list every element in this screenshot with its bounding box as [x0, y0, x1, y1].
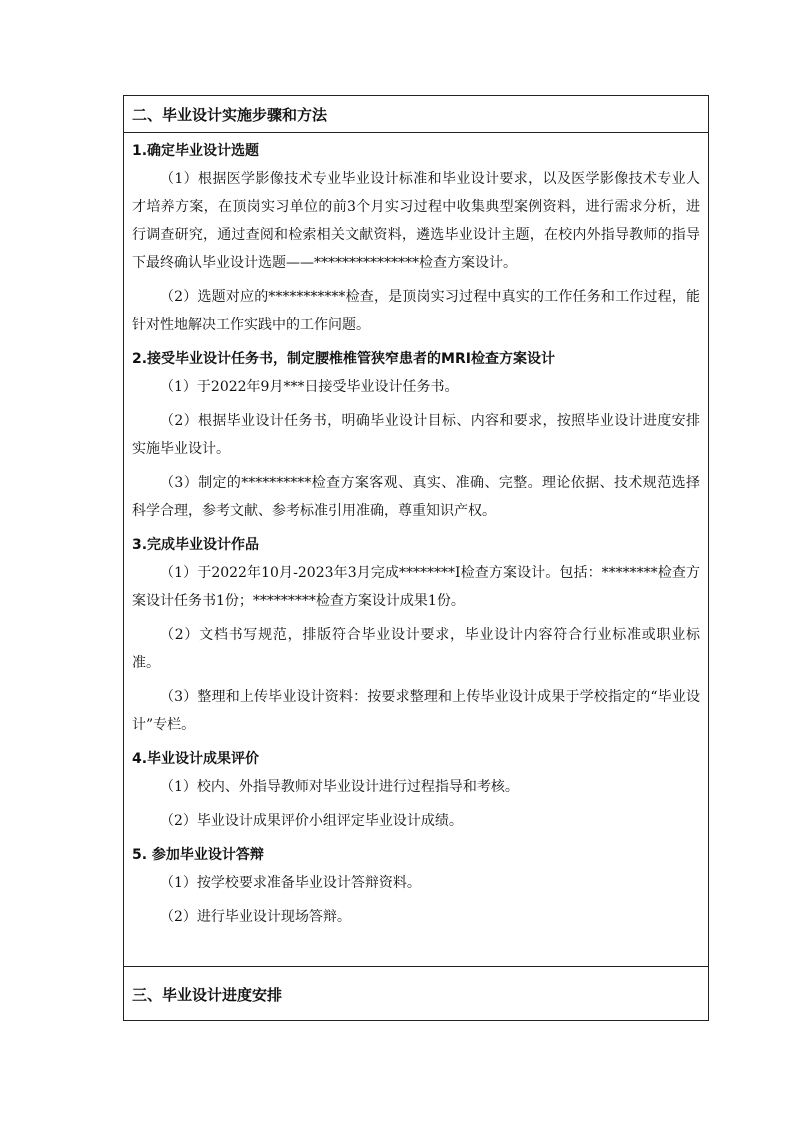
- step4-heading: 4.毕业设计成果评价: [132, 751, 260, 767]
- step3-paragraph-1: （1）于2022年10月-2023年3月完成********I检查方案设计。包括：********检查方案设计任务书1份；*********检查方案设计成果1份。: [132, 565, 700, 609]
- step5-heading: 5. 参加毕业设计答辩: [132, 847, 264, 863]
- step3-heading: 3.完成毕业设计作品: [132, 537, 260, 553]
- section2-body: [124, 133, 708, 967]
- step5-paragraph-2: （2）进行毕业设计现场答辩。: [160, 909, 351, 925]
- step2-paragraph-3: （3）制定的**********检查方案客观、真实、准确、完整。理论依据、技术规范选择科学合理，参考文献、参考标准引用准确，尊重知识产权。: [132, 475, 700, 519]
- step2-heading: 2.接受毕业设计任务书，制定腰椎椎管狭窄患者的MRI检查方案设计: [132, 351, 555, 367]
- step3-paragraph-3: （3）整理和上传毕业设计资料：按要求整理和上传毕业设计成果于学校指定的“毕业设计”专栏。: [132, 689, 700, 733]
- step1-heading: 1.确定毕业设计选题: [132, 143, 260, 159]
- form-table: [123, 95, 709, 1021]
- step1-paragraph-1: （1）根据医学影像技术专业毕业设计标准和毕业设计要求，以及医学影像技术专业人才培养方案，在顶岗实习单位的前3个月实习过程中收集典型案例资料，进行需求分析，进行调查研究，通过查阅和检索相关文献资料，遴选毕业设计主题，在校内外指导教师的指导下最终确认毕业设计选题——***************检查方案设计。: [132, 171, 700, 271]
- step4-paragraph-2: （2）毕业设计成果评价小组评定毕业设计成绩。: [160, 813, 463, 829]
- step2-paragraph-2: （2）根据毕业设计任务书，明确毕业设计目标、内容和要求，按照毕业设计进度安排实施毕业设计。: [132, 413, 700, 457]
- step1-paragraph-2: （2）选题对应的***********检查，是顶岗实习过程中真实的工作任务和工作过程，能针对性地解决工作实践中的工作问题。: [132, 289, 700, 333]
- section3-title: 三、毕业设计进度安排: [132, 985, 283, 1004]
- section2-title: 二、毕业设计实施步骤和方法: [124, 96, 708, 133]
- step5-paragraph-1: （1）按学校要求准备毕业设计答辩资料。: [160, 875, 421, 891]
- step2-paragraph-1: （1）于2022年9月***日接受毕业设计任务书。: [160, 379, 459, 395]
- step4-paragraph-1: （1）校内、外指导教师对毕业设计进行过程指导和考核。: [160, 779, 519, 795]
- step3-paragraph-2: （2）文档书写规范，排版符合毕业设计要求，毕业设计内容符合行业标准或职业标准。: [132, 627, 700, 671]
